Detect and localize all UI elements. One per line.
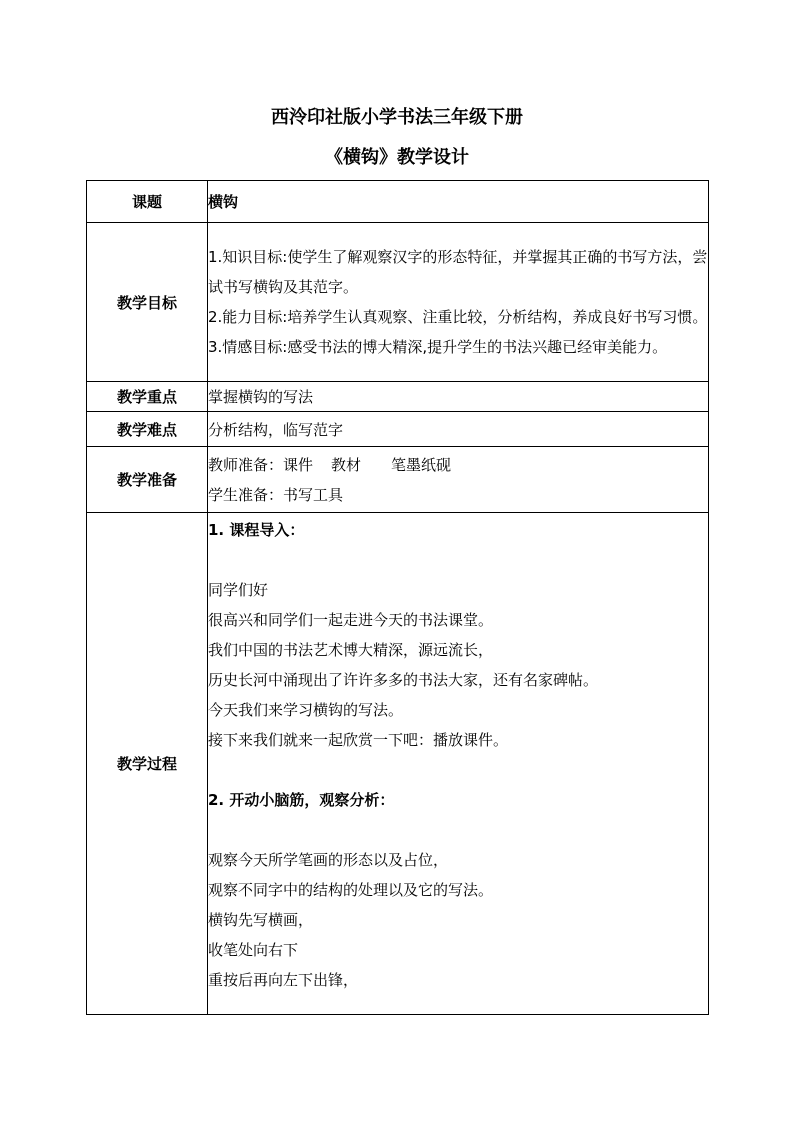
teacher-prep-item3: 笔墨纸砚 [391, 455, 452, 474]
section1-line: 同学们好 [208, 581, 269, 599]
value-key-point: 掌握横钩的写法 [208, 382, 709, 412]
goal-ability: 2.能力目标:培养学生认真观察、注重比较，分析结构，养成良好书写习惯。 [208, 308, 708, 326]
label-key-point: 教学重点 [87, 382, 208, 412]
label-difficulty: 教学难点 [87, 412, 208, 447]
value-process [208, 513, 709, 1015]
label-topic: 课题 [87, 181, 208, 223]
section1-line: 接下来我们就来一起欣赏一下吧：播放课件。 [208, 731, 509, 749]
section2-line: 观察不同字中的结构的处理以及它的写法。 [208, 881, 494, 899]
label-goals: 教学目标 [87, 223, 208, 382]
row-key-point [87, 382, 709, 412]
goal-emotion: 3.情感目标:感受书法的博大精深,提升学生的书法兴趣已经审美能力。 [208, 338, 668, 356]
section1-line: 很高兴和同学们一起走进今天的书法课堂。 [208, 611, 494, 629]
section1-line: 历史长河中涌现出了许许多多的书法大家，还有名家碑帖。 [208, 671, 599, 689]
teacher-prep-item2: 教材 [331, 455, 362, 474]
section1-line: 今天我们来学习横钩的写法。 [208, 701, 404, 719]
row-process [87, 513, 709, 1015]
section2-line: 横钩先写横画， [208, 911, 314, 929]
value-preparation [208, 447, 709, 513]
value-topic: 横钩 [208, 181, 709, 223]
section2-line: 重按后再向左下出锋， [208, 971, 359, 989]
value-difficulty: 分析结构，临写范字 [208, 412, 709, 447]
teacher-prep-prefix: 教师准备：课件 [208, 455, 314, 474]
section1-heading: 1. 课程导入： [208, 521, 305, 539]
row-topic [87, 181, 709, 223]
document-title: 西泠印社版小学书法三年级下册 [271, 107, 523, 128]
label-process: 教学过程 [87, 513, 208, 1015]
label-preparation: 教学准备 [87, 447, 208, 513]
lesson-plan-table [86, 180, 709, 1015]
document-subtitle: 《横钩》教学设计 [325, 147, 469, 168]
row-difficulty [87, 412, 709, 447]
teacher-preparation [208, 450, 708, 480]
section1-line: 我们中国的书法艺术博大精深，源远流长， [208, 641, 494, 659]
section2-line: 观察今天所学笔画的形态以及占位， [208, 851, 449, 869]
section2-heading: 2. 开动小脑筋，观察分析： [208, 791, 395, 809]
goal-knowledge: 1.知识目标:使学生了解观察汉字的形态特征，并掌握其正确的书写方法，尝试书写横钩及其范字。 [208, 248, 708, 296]
value-goals [208, 223, 709, 382]
section2-line: 收笔处向右下 [208, 941, 299, 959]
row-preparation [87, 447, 709, 513]
student-preparation: 学生准备：书写工具 [208, 485, 344, 504]
row-goals [87, 223, 709, 382]
